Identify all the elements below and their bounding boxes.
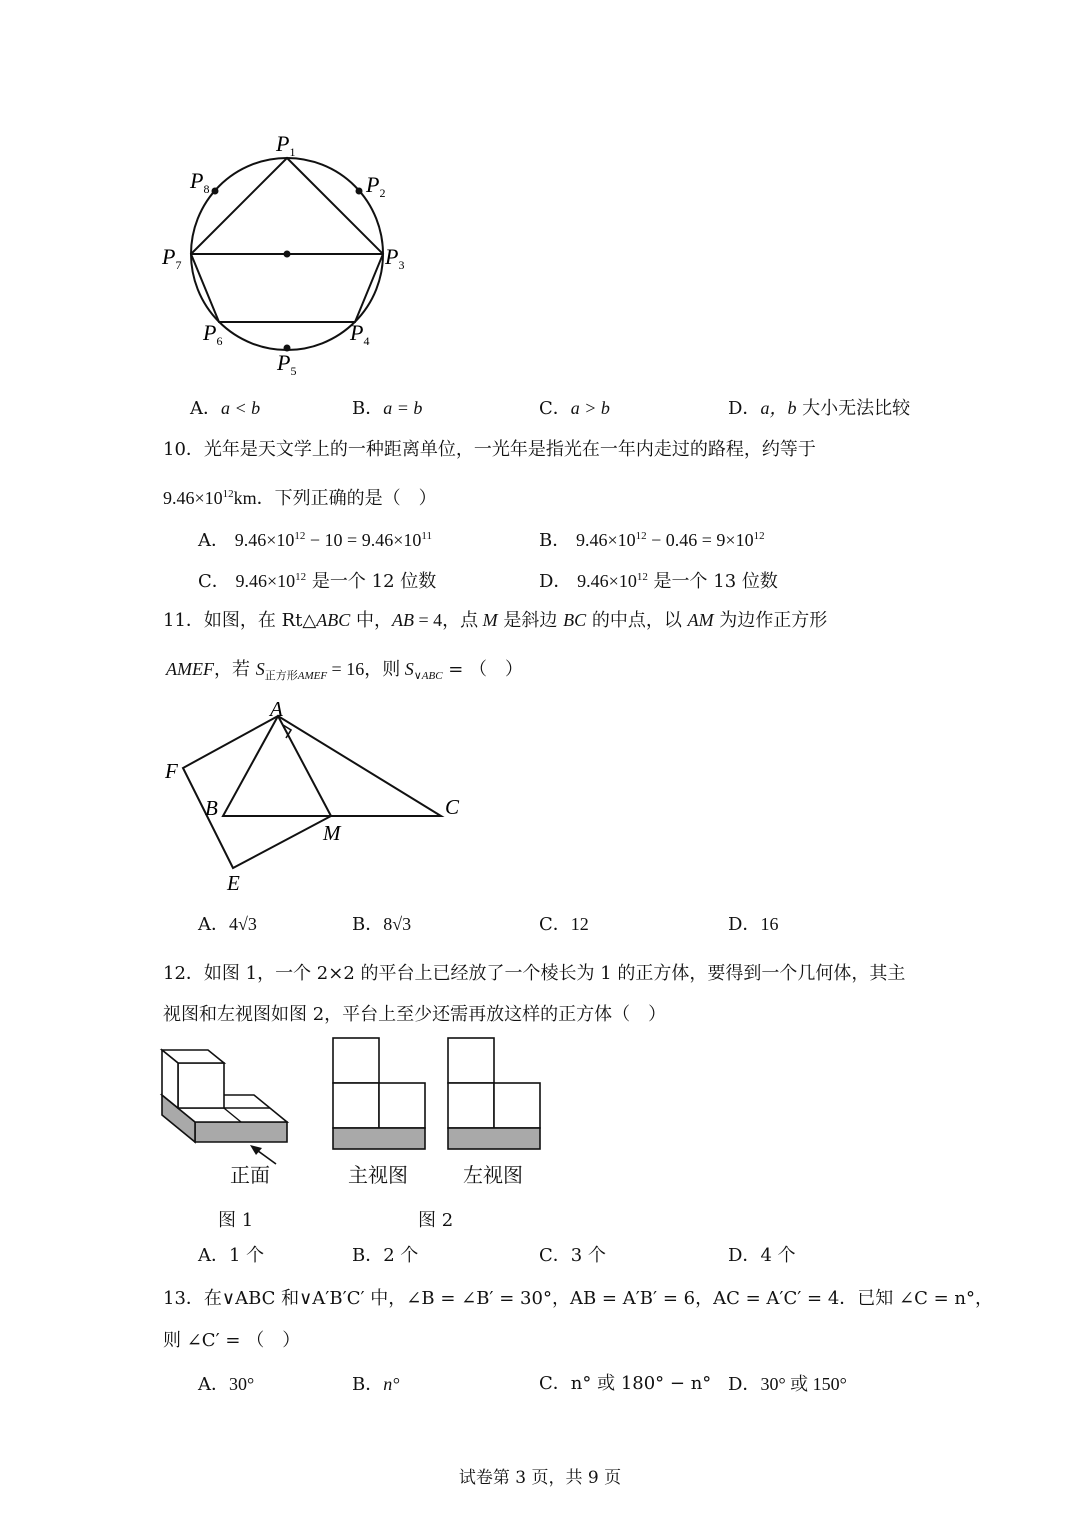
label-p1: $P_1$ [276, 131, 296, 159]
q10-stem-line1: 10．光年是天文学上的一种距离单位，一光年是指光在一年内走过的路程，约等于 [163, 439, 816, 460]
q12-option-d[interactable]: D．4 个 [728, 1245, 796, 1266]
left-view-figure [445, 1035, 545, 1153]
q13-option-b[interactable]: B．n° [352, 1374, 400, 1395]
figure-1-caption: 图 1 [218, 1210, 254, 1231]
q11-option-c[interactable]: C．12 [539, 914, 589, 935]
q13-option-c[interactable]: C．n° 或 180° − n° [539, 1373, 712, 1394]
label-p3: $P_3$ [385, 244, 405, 272]
q12-option-c[interactable]: C．3 个 [539, 1245, 606, 1266]
q12-option-b[interactable]: B．2 个 [352, 1245, 419, 1266]
label-main-view: 主视图 [348, 1163, 408, 1187]
q11-stem-line2: AMEF，若 $S_{正方形AMEF} = 16$，则 $S_{\vee ABC}$ = （ ） [166, 659, 524, 682]
label-p2: $P_2$ [366, 172, 386, 200]
label-f: F [165, 759, 178, 783]
octagon-figure [150, 125, 430, 385]
q12-stem-line2: 视图和左视图如图 2，平台上至少还需再放这样的正方体（ ） [163, 1004, 667, 1025]
label-p4: $P_4$ [350, 320, 370, 348]
q9-option-d[interactable]: D．a，b 大小无法比较 [728, 398, 911, 419]
q9-option-c[interactable]: C．a > b [539, 398, 610, 419]
q11-stem-line1: 11．如图，在 Rt△ABC 中，AB = 4，点 M 是斜边 BC 的中点，以 AM 为边作正方形 [163, 610, 828, 631]
q12-stem-line1: 12．如图 1，一个 2×2 的平台上已经放了一个棱长为 1 的正方体，要得到一个几何体，其主 [163, 963, 906, 984]
q11-option-d[interactable]: D．16 [728, 914, 779, 935]
q13-option-a[interactable]: A．30° [198, 1374, 255, 1395]
label-c: C [445, 795, 460, 819]
label-front: 正面 [230, 1163, 270, 1187]
q13-stem-line2: 则 ∠C′ = （ ） [163, 1330, 301, 1351]
label-p6: $P_6$ [203, 320, 223, 348]
q10-option-d[interactable]: D． $9.46\times 10^{12}$ 是一个 13 位数 [539, 571, 778, 592]
label-e: E [227, 871, 240, 895]
triangle-square-figure [160, 695, 480, 900]
label-left-view: 左视图 [463, 1163, 523, 1187]
label-a: A [270, 697, 283, 721]
q13-stem-line1: 13．在∨ABC 和∨A′B′C′ 中，∠B = ∠B′ = 30°，AB = A′B′ = 6，AC = A′C′ = 4．已知 ∠C = n°， [163, 1288, 993, 1309]
q11-option-a[interactable]: A．4√3 [198, 914, 257, 935]
label-b: B [205, 796, 218, 820]
q13-option-d[interactable]: D．30° 或 150° [728, 1374, 847, 1395]
q12-option-a[interactable]: A．1 个 [198, 1245, 265, 1266]
q10-option-a[interactable]: A． $9.46\times 10^{12} - 10 = 9.46\times 10^{11}$ [198, 530, 432, 551]
q10-stem-line2: $9.46\times 10^{12}km$．下列正确的是（ ） [163, 488, 437, 509]
q9-option-a[interactable]: A．a < b [190, 398, 261, 419]
triangle-labels [164, 697, 460, 895]
q9-option-b[interactable]: B．a = b [352, 398, 423, 419]
label-p5: $P_5$ [277, 350, 297, 378]
label-m: M [323, 821, 341, 845]
label-p8: $P_8$ [190, 168, 210, 196]
q10-option-c[interactable]: C． $9.46\times 10^{12}$ 是一个 12 位数 [198, 571, 437, 592]
q10-option-b[interactable]: B． $9.46\times 10^{12} - 0.46 = 9\times 10^{12}$ [539, 530, 765, 551]
figure-2-caption: 图 2 [418, 1210, 454, 1231]
q11-option-b[interactable]: B．8√3 [352, 914, 412, 935]
page-footer: 试卷第 3 页，共 9 页 [458, 1468, 622, 1488]
label-p7: $P_7$ [162, 244, 182, 272]
platform-cube-figure [155, 1040, 300, 1170]
main-view-figure [330, 1035, 430, 1153]
